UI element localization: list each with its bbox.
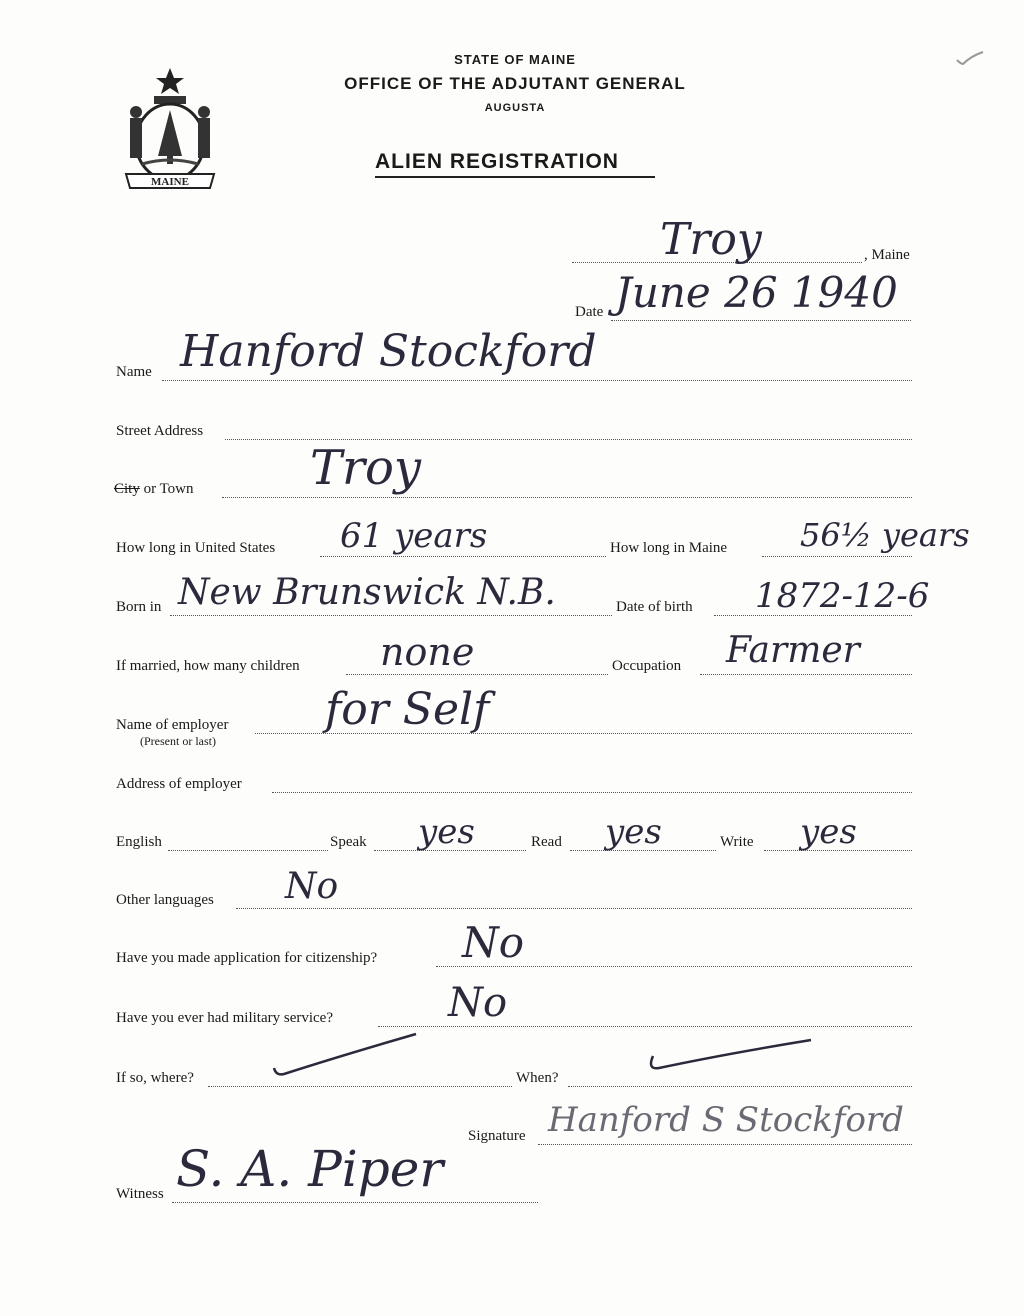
- form-title: ALIEN REGISTRATION: [375, 150, 655, 178]
- witness-label: Witness: [116, 1186, 164, 1202]
- where-dash-mark-icon: [270, 1030, 420, 1080]
- state-seal-icon: [118, 64, 222, 192]
- seal-text: MAINE: [151, 176, 189, 188]
- check-mark-icon: [955, 48, 985, 68]
- when-dash-mark-icon: [645, 1034, 815, 1074]
- married-children-label: If married, how many children: [116, 658, 300, 674]
- occupation-label: Occupation: [612, 658, 682, 674]
- english-label: English: [116, 834, 162, 850]
- occupation-value: Farmer: [726, 630, 860, 671]
- employer-value: for Self: [325, 684, 490, 735]
- how-long-maine-value: 56½ years: [800, 516, 970, 554]
- children-value: none: [380, 630, 475, 674]
- speak-label: Speak: [330, 834, 367, 850]
- how-long-maine-label: How long in Maine: [610, 540, 728, 556]
- city-struck-label: City: [114, 481, 140, 497]
- when-label: When?: [516, 1070, 559, 1086]
- address-of-employer-label: Address of employer: [116, 776, 242, 792]
- speak-value: yes: [418, 812, 475, 852]
- present-or-last-label: (Present or last): [140, 734, 216, 748]
- read-value: yes: [605, 812, 662, 852]
- born-in-value: New Brunswick N.B.: [178, 572, 556, 613]
- or-town-label: or Town: [139, 481, 194, 497]
- city-town-label: [114, 481, 194, 498]
- born-in-label: Born in: [116, 599, 162, 615]
- citizenship-value: No: [462, 918, 525, 967]
- how-long-us-label: How long in United States: [116, 540, 276, 556]
- other-languages-value: No: [285, 866, 339, 907]
- street-address-label: Street Address: [116, 423, 204, 439]
- military-value: No: [448, 980, 508, 1026]
- write-value: yes: [800, 812, 857, 852]
- signature-value: Hanford S Stockford: [548, 1100, 904, 1140]
- place-value: Troy: [660, 214, 762, 265]
- how-long-us-value: 61 years: [340, 516, 488, 556]
- military-label: Have you ever had military service?: [116, 1010, 333, 1026]
- name-value: Hanford Stockford: [180, 326, 597, 377]
- date-of-birth-label: Date of birth: [616, 599, 693, 615]
- town-value: Troy: [310, 440, 421, 496]
- maine-label: , Maine: [864, 247, 910, 263]
- header-office: OFFICE OF THE ADJUTANT GENERAL: [344, 74, 686, 93]
- citizenship-label: Have you made application for citizenship?: [116, 950, 378, 966]
- if-so-where-label: If so, where?: [116, 1070, 194, 1086]
- date-value: June 26 1940: [615, 268, 898, 317]
- header-city: AUGUSTA: [484, 102, 546, 114]
- name-label: Name: [116, 364, 152, 380]
- write-label: Write: [720, 834, 754, 850]
- date-label: Date: [575, 304, 604, 320]
- name-of-employer-label: Name of employer: [116, 717, 229, 733]
- date-of-birth-value: 1872-12-6: [755, 576, 930, 616]
- header-state: STATE OF MAINE: [454, 52, 576, 67]
- witness-value: S. A. Piper: [176, 1140, 444, 1198]
- signature-label: Signature: [468, 1128, 526, 1144]
- other-languages-label: Other languages: [116, 892, 214, 908]
- read-label: Read: [531, 834, 562, 850]
